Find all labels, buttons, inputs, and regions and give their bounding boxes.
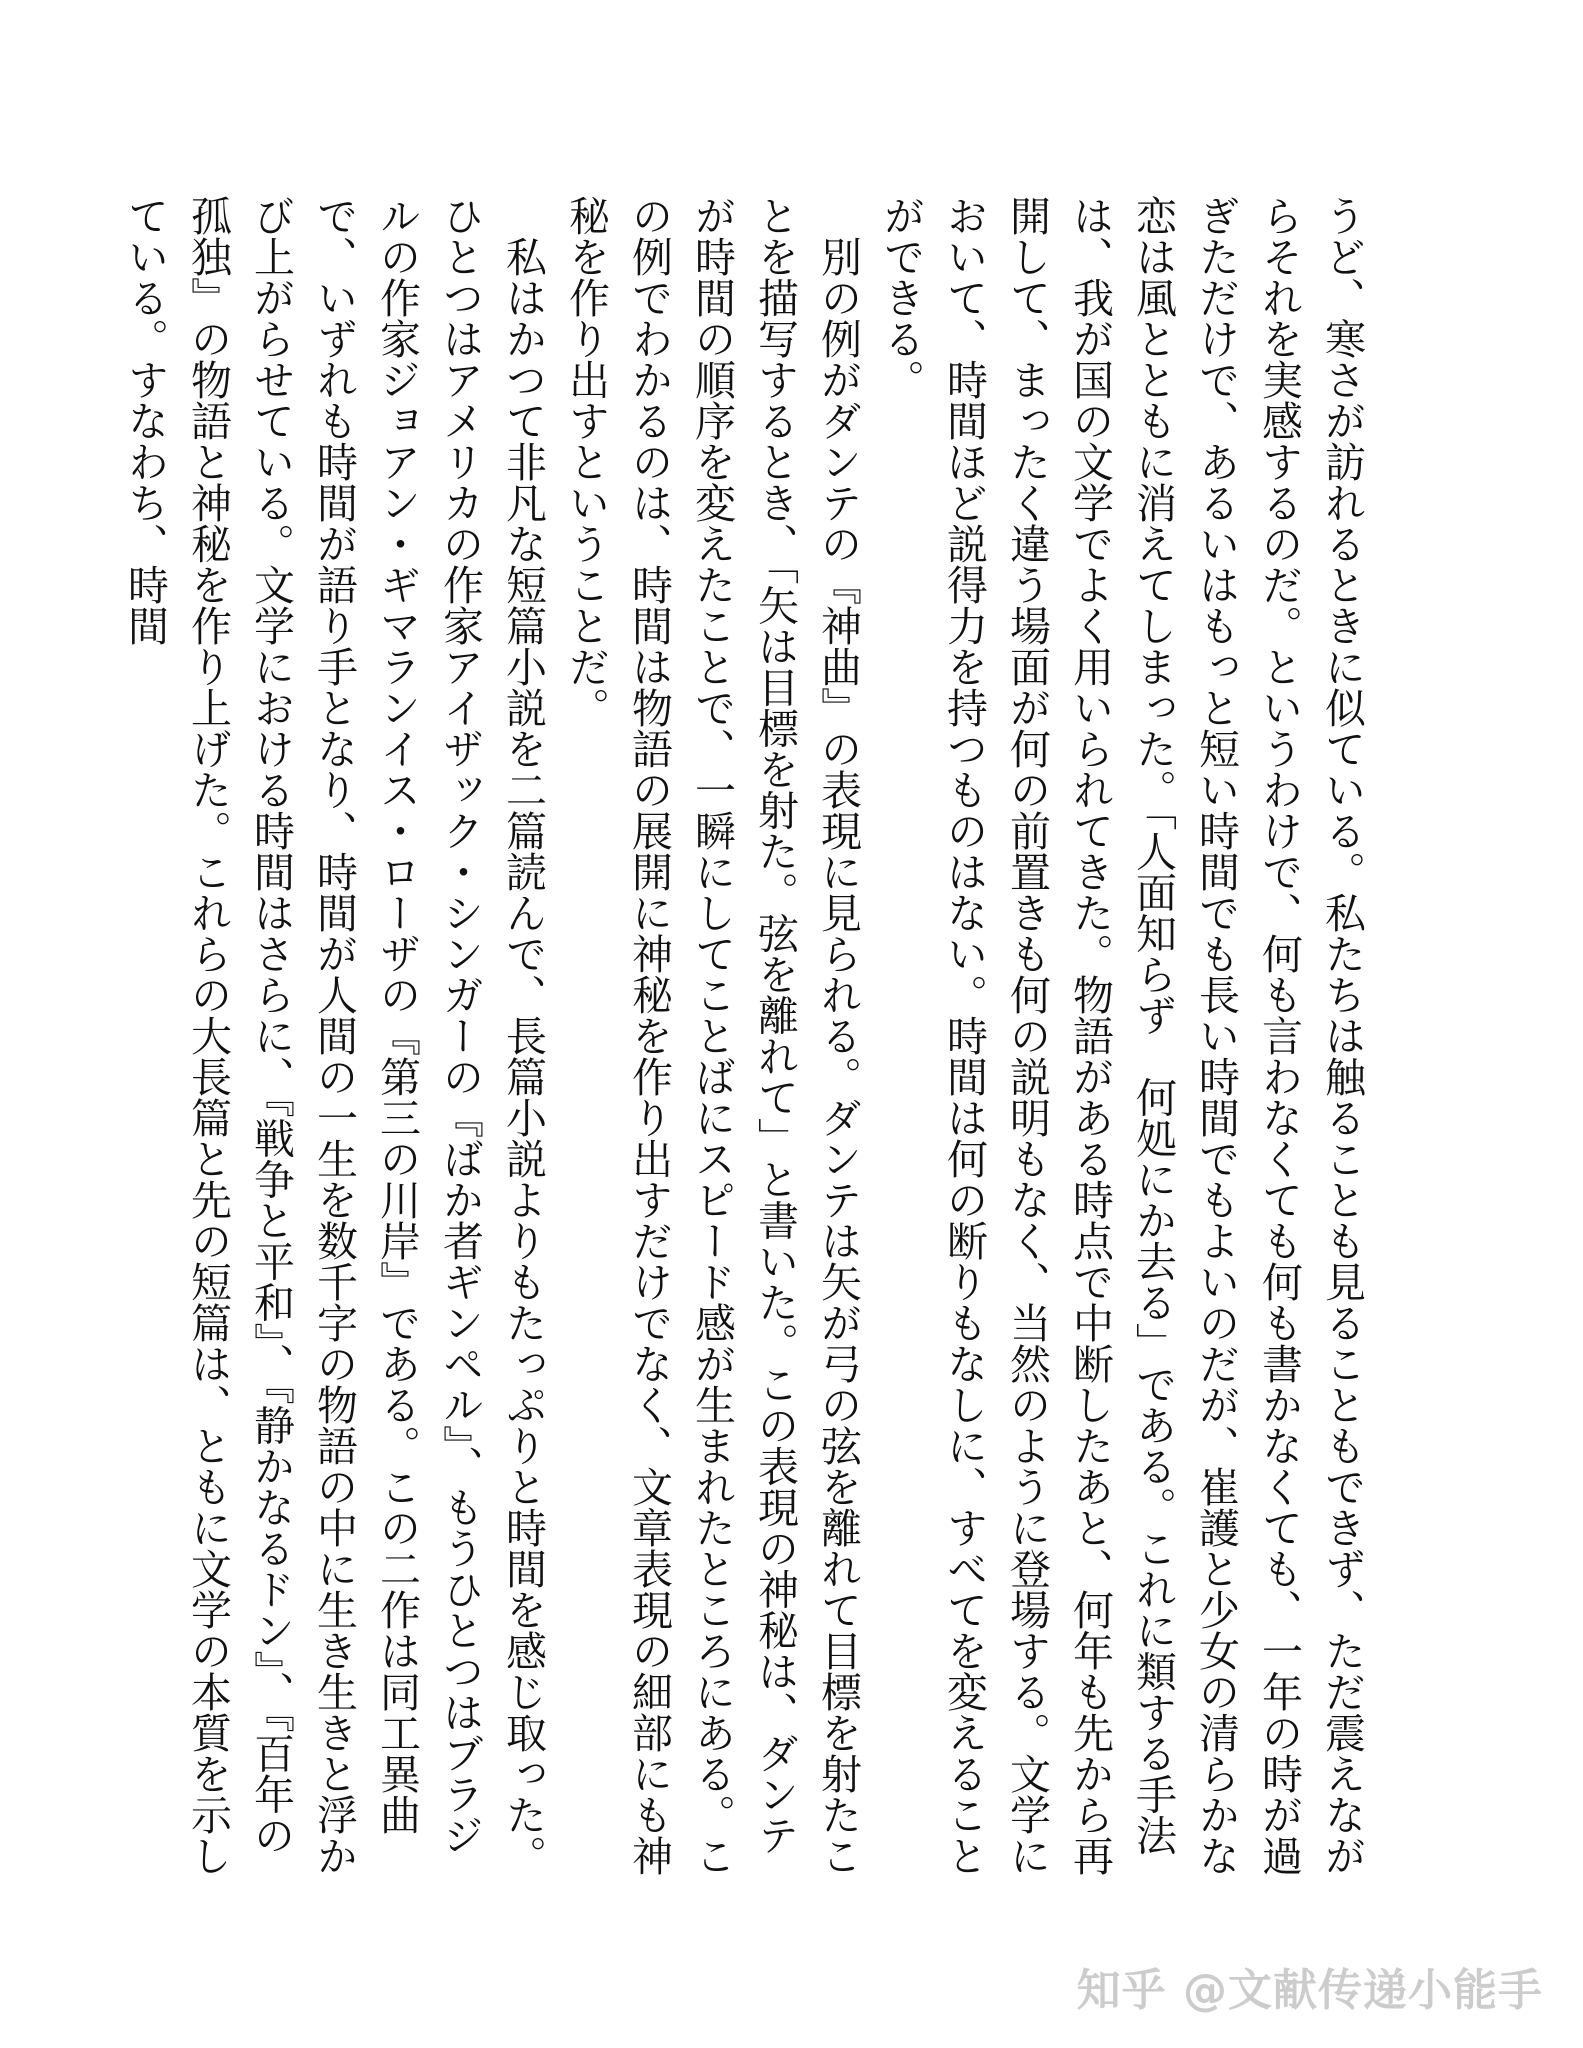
paragraph-3: 私はかつて非凡な短篇小説を二篇読んで、長篇小説よりもたっぷりと時間を感じ取った。ひとつはアメリカの作家アイザック・シンガーの『ばか者ギンペル』、もうひとつはブラジルの作家ジョアン・ギマランイス・ローザの『第三の川岸』である。この二作は同工異曲で、いずれも時間が語り手となり、時間が人間の一生を数千字の物語の中に生き生きと浮かび上がらせている。文学における時間はさらに、『戦争と平和』、『静かなるドン』、『百年の孤独』の物語と神秘を作り上げた。これらの大長篇と先の短篇は、ともに文学の本質を示している。すなわち、時間 bbox=[121, 195, 547, 1876]
paragraph-2: 別の例がダンテの『神曲』の表現に見られる。ダンテは矢が弓の弦を離れて目標を射たことを描写するとき、「矢は目標を射た。弦を離れて」と書いた。この表現の神秘は、ダンテが時間の順序を変えたことで、一瞬にしてことばにスピード感が生まれたところにある。この例でわかるのは、時間は物語の展開に神秘を作り出すだけでなく、文章表現の細部にも神秘を作り出すということだ。 bbox=[562, 195, 862, 1876]
vertical-text-body bbox=[113, 195, 1373, 1895]
paragraph-1: うど、寒さが訪れるときに似ている。私たちは触ることも見ることもできず、ただ震えながらそれを実感するのだ。というわけで、何も言わなくても何も書かなくても、一年の時が過ぎただけで、あるいはもっと短い時間でも長い時間でもよいのだが、崔護と少女の清らかな恋は風とともに消えてしまった。「人面知らず 何処にか去る」である。これに類する手法は、我が国の文学でよく用いられてきた。物語がある時点で中断したあと、何年も先から再開して、まったく違う場面が何の前置きも何の説明もなく、当然のように登場する。文学において、時間ほど説得力を持つものはない。時間は何の断りもなしに、すべてを変えることができる。 bbox=[877, 195, 1366, 1876]
watermark: 知乎 @文献传递小能手 bbox=[1076, 1965, 1543, 2016]
